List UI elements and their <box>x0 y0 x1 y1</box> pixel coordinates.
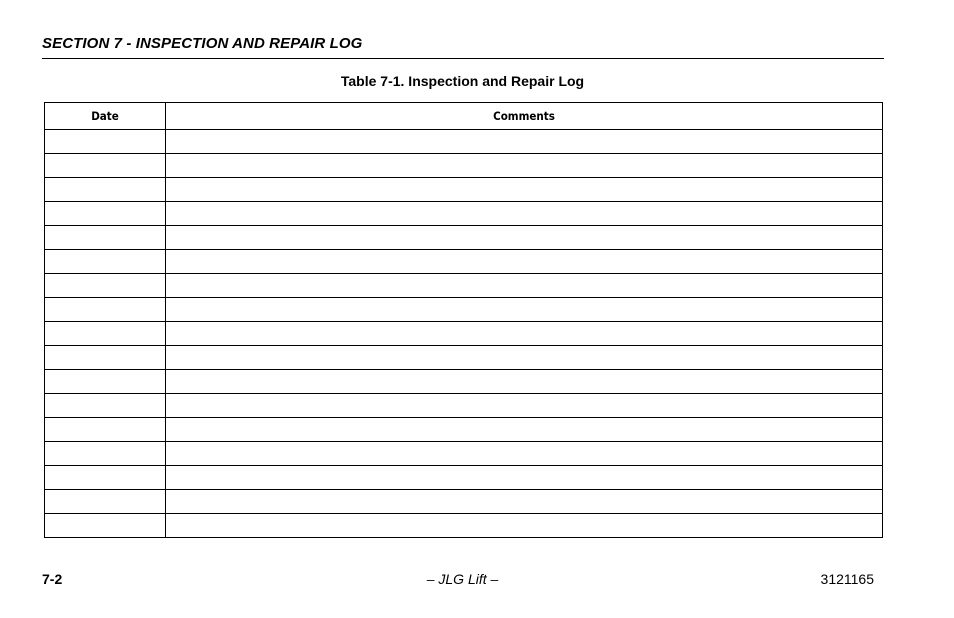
column-header-comments: Comments <box>166 103 883 130</box>
table-row <box>45 274 883 298</box>
comments-cell <box>166 490 883 514</box>
date-cell <box>45 370 166 394</box>
date-cell <box>45 298 166 322</box>
table-row <box>45 442 883 466</box>
section-title: SECTION 7 - INSPECTION AND REPAIR LOG <box>42 35 363 52</box>
date-cell <box>45 178 166 202</box>
table-row <box>45 154 883 178</box>
comments-cell <box>166 130 883 154</box>
comments-cell <box>166 250 883 274</box>
comments-cell <box>166 298 883 322</box>
date-cell <box>45 514 166 538</box>
date-cell <box>45 394 166 418</box>
document-number: 3121165 <box>820 571 874 587</box>
comments-cell <box>166 226 883 250</box>
table-row <box>45 394 883 418</box>
date-cell <box>45 442 166 466</box>
comments-cell <box>166 202 883 226</box>
table-header-row <box>45 103 883 130</box>
date-cell <box>45 322 166 346</box>
header-divider <box>42 58 884 59</box>
table-row <box>45 514 883 538</box>
date-cell <box>45 274 166 298</box>
comments-cell <box>166 346 883 370</box>
table-row <box>45 370 883 394</box>
comments-cell <box>166 466 883 490</box>
table-row <box>45 418 883 442</box>
date-cell <box>45 466 166 490</box>
date-cell <box>45 418 166 442</box>
date-cell <box>45 346 166 370</box>
date-cell <box>45 490 166 514</box>
table-row <box>45 202 883 226</box>
table-row <box>45 178 883 202</box>
comments-cell <box>166 322 883 346</box>
table-row <box>45 226 883 250</box>
date-cell <box>45 130 166 154</box>
comments-cell <box>166 274 883 298</box>
comments-cell <box>166 514 883 538</box>
comments-cell <box>166 442 883 466</box>
table-row <box>45 346 883 370</box>
table-row <box>45 250 883 274</box>
table-caption: Table 7-1. Inspection and Repair Log <box>340 73 585 89</box>
date-cell <box>45 250 166 274</box>
table-row <box>45 490 883 514</box>
date-cell <box>45 154 166 178</box>
page-number: 7-2 <box>42 571 63 587</box>
table-row <box>45 298 883 322</box>
comments-cell <box>166 178 883 202</box>
table-row <box>45 466 883 490</box>
column-header-date: Date <box>45 103 166 130</box>
comments-cell <box>166 394 883 418</box>
inspection-repair-log-table <box>44 102 883 538</box>
date-cell <box>45 226 166 250</box>
table-body <box>45 130 883 538</box>
date-cell <box>45 202 166 226</box>
table-row <box>45 130 883 154</box>
comments-cell <box>166 370 883 394</box>
footer-brand: – JLG Lift – <box>426 571 499 587</box>
comments-cell <box>166 154 883 178</box>
comments-cell <box>166 418 883 442</box>
table-row <box>45 322 883 346</box>
